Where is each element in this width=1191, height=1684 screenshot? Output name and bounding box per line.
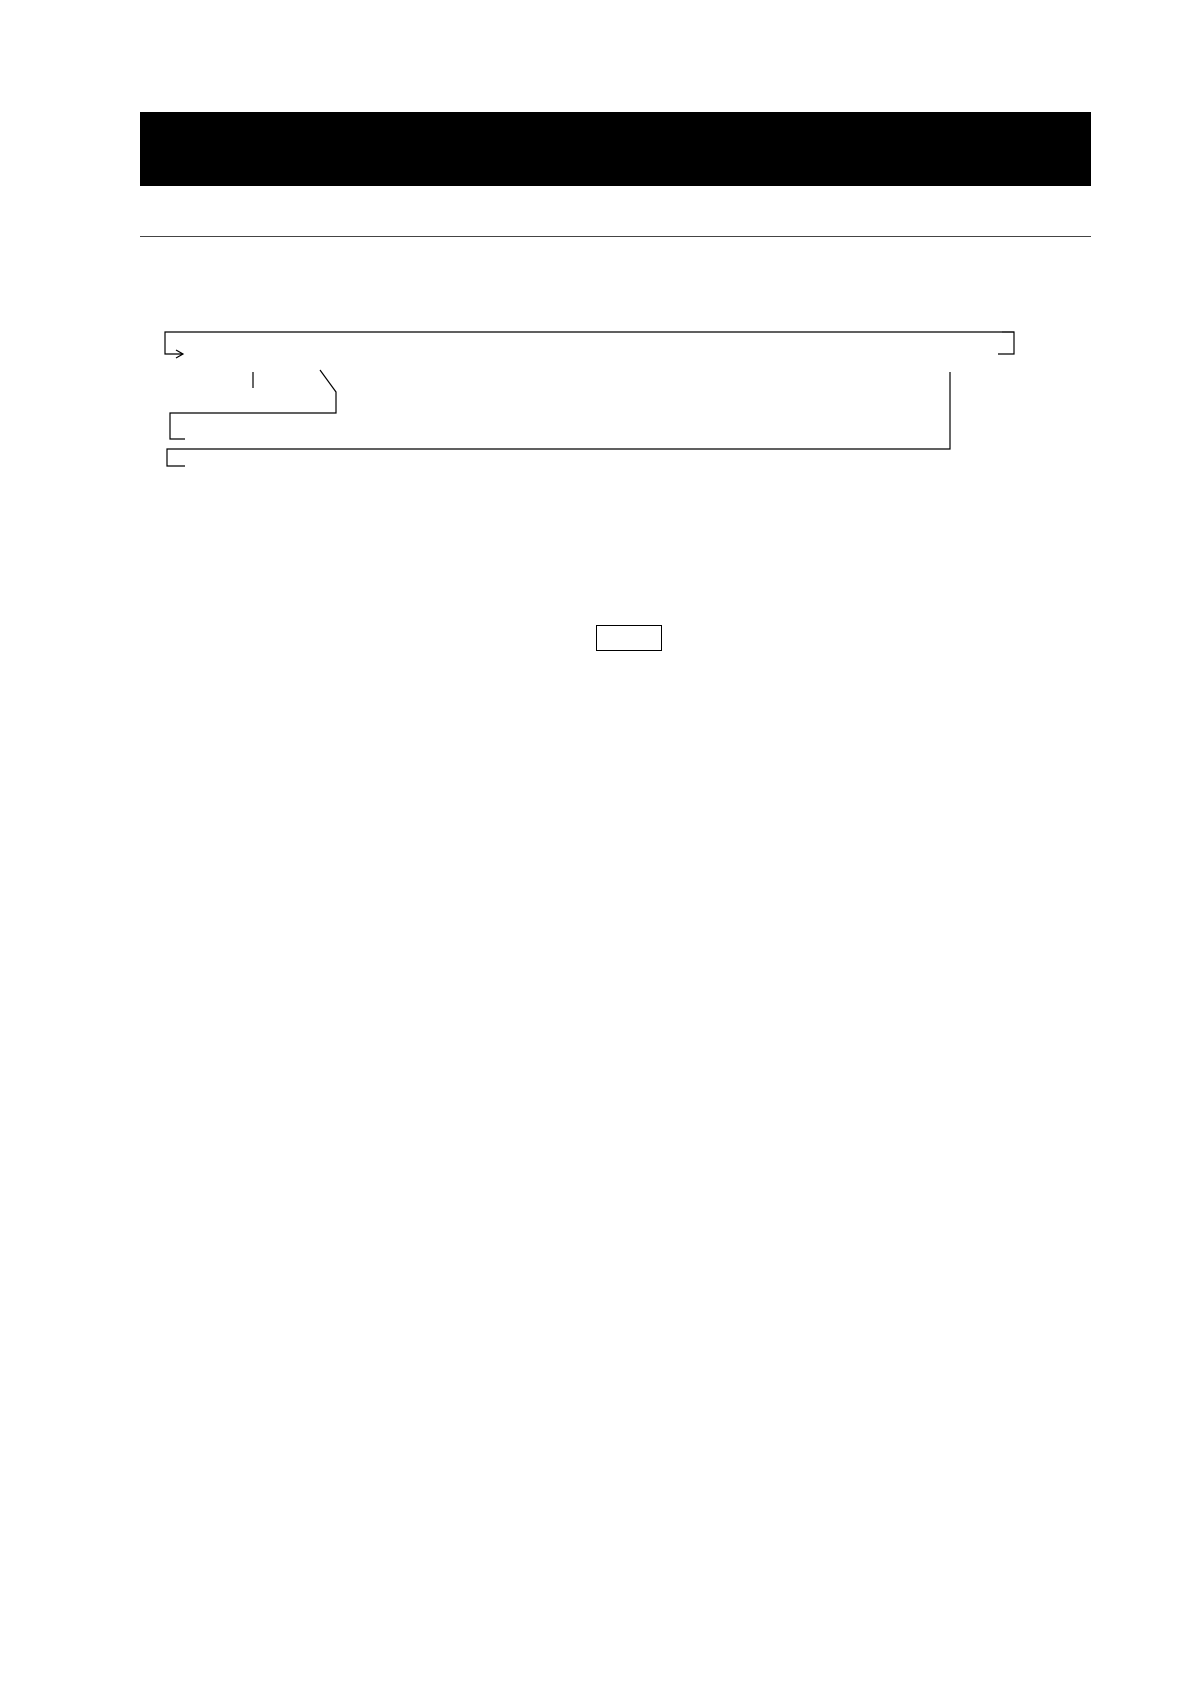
- units-table: [173, 727, 1074, 1384]
- return-loop-line-right: [998, 332, 1014, 354]
- programmable-leader-line: [167, 372, 950, 466]
- key-button-outline: [596, 625, 662, 651]
- unit-flow-diagram: [0, 0, 1191, 500]
- return-loop-line-top: [165, 332, 1014, 354]
